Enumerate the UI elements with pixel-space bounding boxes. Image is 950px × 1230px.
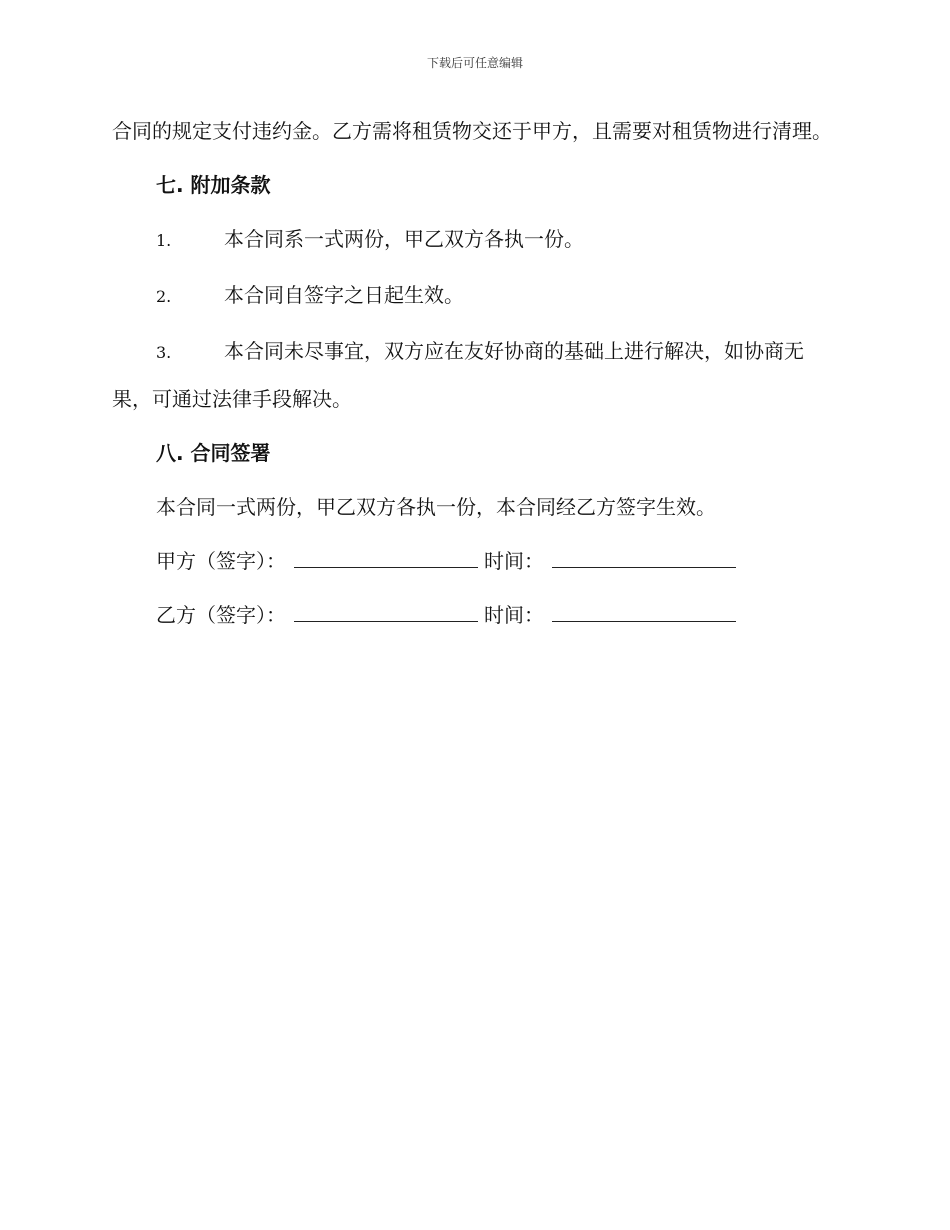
list-item-number: 1.: [156, 231, 172, 250]
party-b-label: 乙方（签字）：: [156, 603, 286, 627]
signing-paragraph: 本合同一式两份，甲乙双方各执一份，本合同经乙方签字生效。: [156, 495, 716, 519]
header-note: 下载后可任意编辑: [426, 56, 523, 70]
party-b-time-blank[interactable]: [552, 603, 736, 622]
party-a-label: 甲方（签字）：: [156, 549, 286, 573]
party-b-time-label: 时间：: [484, 603, 544, 627]
party-b-signature-line: [156, 592, 838, 638]
list-item-text: 本合同自签字之日起生效。: [224, 283, 464, 307]
section-7-title: 七. 附加条款: [156, 173, 271, 197]
list-item-number: 3.: [156, 343, 172, 362]
document-body: [112, 108, 838, 646]
list-item: [112, 272, 838, 320]
party-a-time-blank[interactable]: [552, 549, 736, 568]
section-8-title: 八. 合同签署: [156, 441, 271, 465]
party-a-signature-blank[interactable]: [294, 549, 478, 568]
list-item-number: 2.: [156, 287, 172, 306]
party-a-signature-line: [156, 538, 838, 584]
party-b-signature-blank[interactable]: [294, 603, 478, 622]
continuation-paragraph: 合同的规定支付违约金。乙方需将租赁物交还于甲方，且需要对租赁物进行清理。: [112, 119, 832, 143]
party-a-time-label: 时间：: [484, 549, 544, 573]
list-item: [112, 216, 838, 264]
list-item: [112, 328, 838, 422]
list-item-text: 本合同未尽事宜，双方应在友好协商的基础上进行解决，如协商无果，可通过法律手段解决。: [112, 339, 804, 411]
list-item-text: 本合同系一式两份，甲乙双方各执一份。: [224, 227, 584, 251]
